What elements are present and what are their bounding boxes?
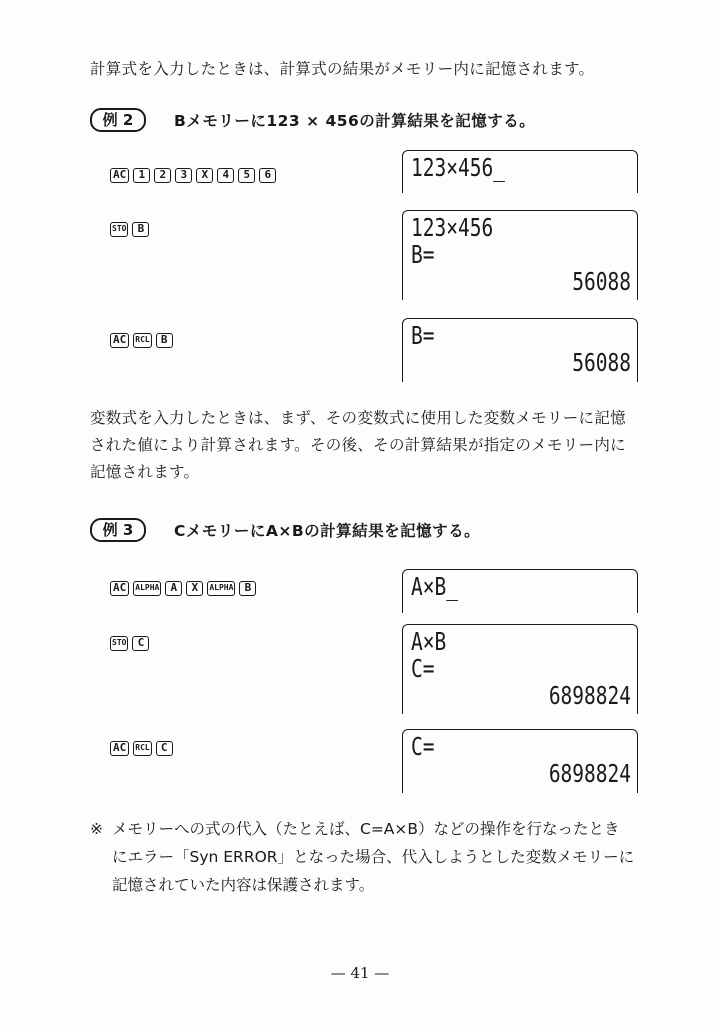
lcd-line: A×B [411,627,447,656]
key-sequence [110,581,256,596]
digit-4-key: 4 [217,168,234,183]
variable-expression-paragraph [90,405,660,486]
lcd-result: 6898824 [548,681,631,710]
ac-key: AC [110,741,129,756]
lcd-line: B= [411,321,435,350]
lcd-line: A×B_ [411,572,458,601]
lcd-display [402,569,638,613]
note-line: にエラー「Syn ERROR」となった場合、代入しようとした変数メモリーに [112,848,635,866]
key-sequence [110,168,276,183]
rcl-key: RCL [133,333,151,348]
lcd-display [402,729,638,793]
lcd-line: C= [411,732,435,761]
digit-2-key: 2 [154,168,171,183]
lcd-result: 56088 [572,267,631,296]
note-block [90,815,660,899]
memory-b-key: B [239,581,256,596]
memory-c-key: C [156,741,173,756]
memory-a-key: A [165,581,182,596]
multiply-key: X [186,581,203,596]
digit-3-key: 3 [175,168,192,183]
digit-5-key: 5 [238,168,255,183]
multiply-key: X [196,168,213,183]
key-sequence [110,741,173,756]
intro-text: 計算式を入力したときは、計算式の結果がメモリー内に記憶されます。 [90,60,595,78]
note-line: 記憶されていた内容は保護されます。 [112,876,375,894]
alpha-key: ALPHA [207,581,235,596]
memory-b-key: B [132,222,149,237]
ac-key: AC [110,333,129,348]
rcl-key: RCL [133,741,151,756]
alpha-key: ALPHA [133,581,161,596]
example-3-title: CメモリーにA×Bの計算結果を記憶する。 [174,522,481,540]
example-3-badge: 例 3 [90,518,146,542]
memory-b-key: B [156,333,173,348]
digit-1-key: 1 [133,168,150,183]
paragraph-line: 記憶されます。 [90,463,200,481]
lcd-display [402,624,638,714]
example-3-heading [90,518,480,542]
lcd-display [402,150,638,193]
lcd-line: 123×456 [411,213,494,242]
lcd-display [402,318,638,382]
lcd-line: C= [411,654,435,683]
note-line: メモリーへの式の代入（たとえば、C=A×B）などの操作を行なったとき [112,820,620,838]
key-sequence [110,222,149,237]
digit-6-key: 6 [259,168,276,183]
page-number: — 41 — [330,964,390,982]
lcd-display [402,210,638,300]
example-2-badge: 例 2 [90,108,146,132]
paragraph-line: された値により計算されます。その後、その計算結果が指定のメモリー内に [90,436,626,454]
key-sequence [110,333,173,348]
example-2-heading [90,108,535,132]
lcd-result: 6898824 [548,759,631,788]
lcd-line: B= [411,240,435,269]
sto-key: STO [110,222,128,237]
ac-key: AC [110,168,129,183]
memory-c-key: C [132,636,149,651]
key-sequence [110,636,149,651]
paragraph-line: 変数式を入力したときは、まず、その変数式に使用した変数メモリーに記憶 [90,409,626,427]
ac-key: AC [110,581,129,596]
lcd-line: 123×456_ [411,153,505,182]
example-2-title: Bメモリーに123 × 456の計算結果を記憶する。 [174,112,536,130]
reference-mark: ※ [90,820,103,838]
sto-key: STO [110,636,128,651]
lcd-result: 56088 [572,348,631,377]
